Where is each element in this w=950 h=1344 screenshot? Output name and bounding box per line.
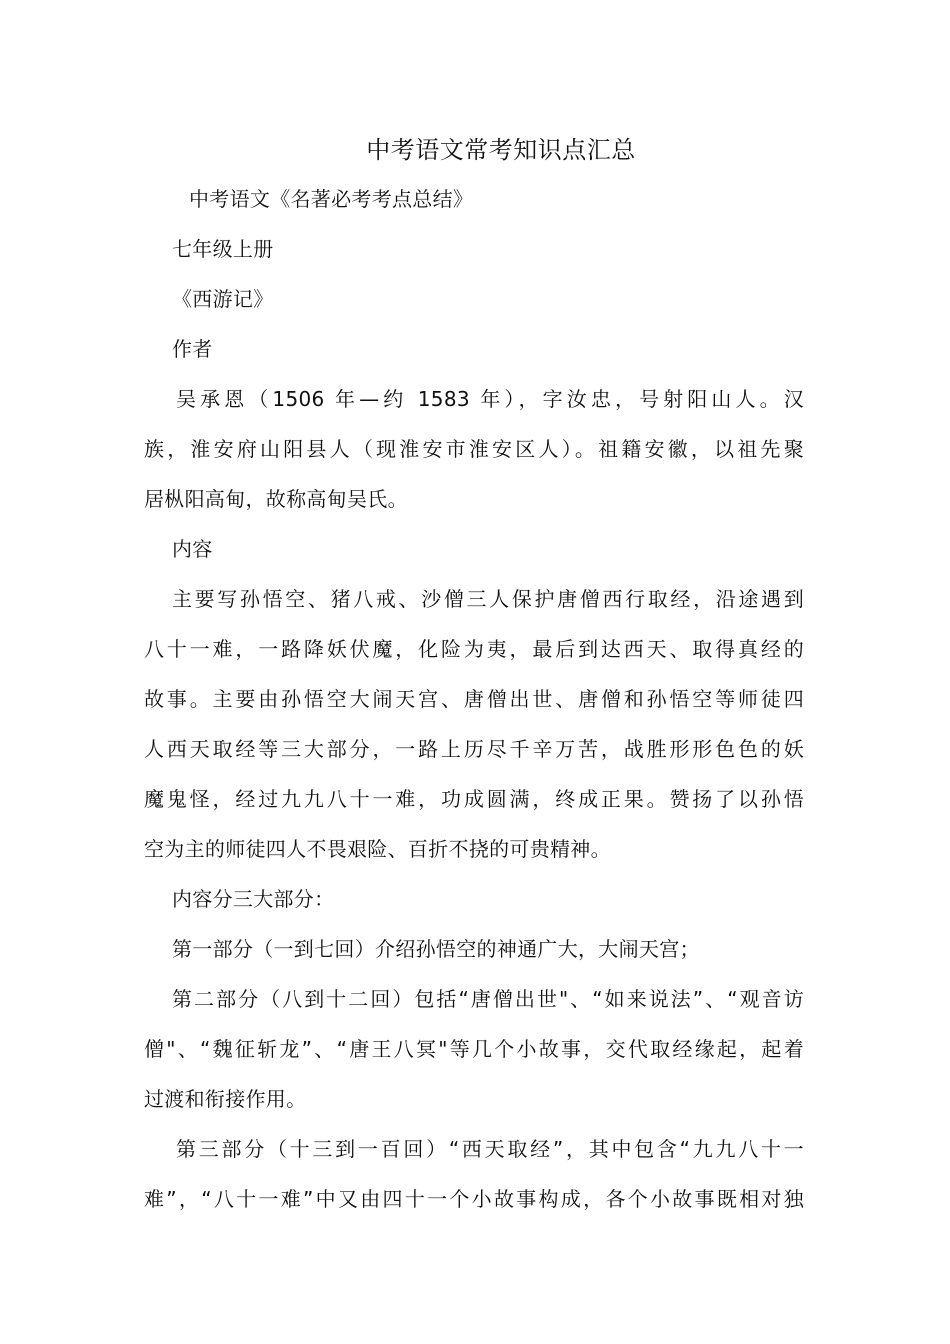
paragraph-line: 过渡和衔接作用。 bbox=[144, 1087, 307, 1111]
paragraph-line: 吴承恩（1506 年—约 1583 年），字汝忠，号射阳山人。汉 bbox=[176, 387, 804, 411]
paragraph-line: 故事。主要由孙悟空大闹天宫、唐僧出世、唐僧和孙悟空等师徒四 bbox=[144, 687, 804, 711]
paragraph-line: 第一部分（一到七回）介绍孙悟空的神通广大，大闹天宫； bbox=[172, 937, 700, 961]
paragraph-line: 第三部分（十三到一百回）“西天取经”，其中包含“九九八十一 bbox=[176, 1137, 804, 1161]
section-heading-parts: 内容分三大部分： bbox=[172, 887, 335, 911]
paragraph-line: 魔鬼怪，经过九九八十一难，功成圆满，终成正果。赞扬了以孙悟 bbox=[144, 787, 804, 811]
paragraph-line: 僧"、“魏征斩龙”、“唐王八冥"等几个小故事，交代取经缘起，起着 bbox=[144, 1037, 804, 1061]
paragraph-line: 居枞阳高甸，故称高甸吴氏。 bbox=[144, 487, 408, 511]
paragraph-line: 难”，“八十一难”中又由四十一个小故事构成，各个小故事既相对独 bbox=[144, 1187, 804, 1211]
paragraph-line: 八十一难，一路降妖伏魔，化险为夷，最后到达西天、取得真经的 bbox=[144, 637, 804, 661]
paragraph-line: 主要写孙悟空、猪八戒、沙僧三人保护唐僧西行取经，沿途遇到 bbox=[172, 587, 804, 611]
paragraph-line: 人西天取经等三大部分，一路上历尽千辛万苦，战胜形形色色的妖 bbox=[144, 737, 804, 761]
paragraph-line: 第二部分（八到十二回）包括“唐僧出世"、“如来说法”、“观音访 bbox=[172, 987, 804, 1011]
section-heading-author: 作者 bbox=[172, 337, 213, 361]
document-title: 中考语文常考知识点汇总 bbox=[366, 136, 636, 164]
section-heading-content: 内容 bbox=[172, 537, 213, 561]
book-title: 《西游记》 bbox=[172, 287, 274, 311]
paragraph-line: 空为主的师徒四人不畏艰险、百折不挠的可贵精神。 bbox=[144, 837, 611, 861]
paragraph-line: 族，淮安府山阳县人（现淮安市淮安区人）。祖籍安徽，以祖先聚 bbox=[144, 437, 804, 461]
subtitle-line: 中考语文《名著必考考点总结》 bbox=[189, 187, 474, 211]
grade-heading: 七年级上册 bbox=[172, 237, 274, 261]
